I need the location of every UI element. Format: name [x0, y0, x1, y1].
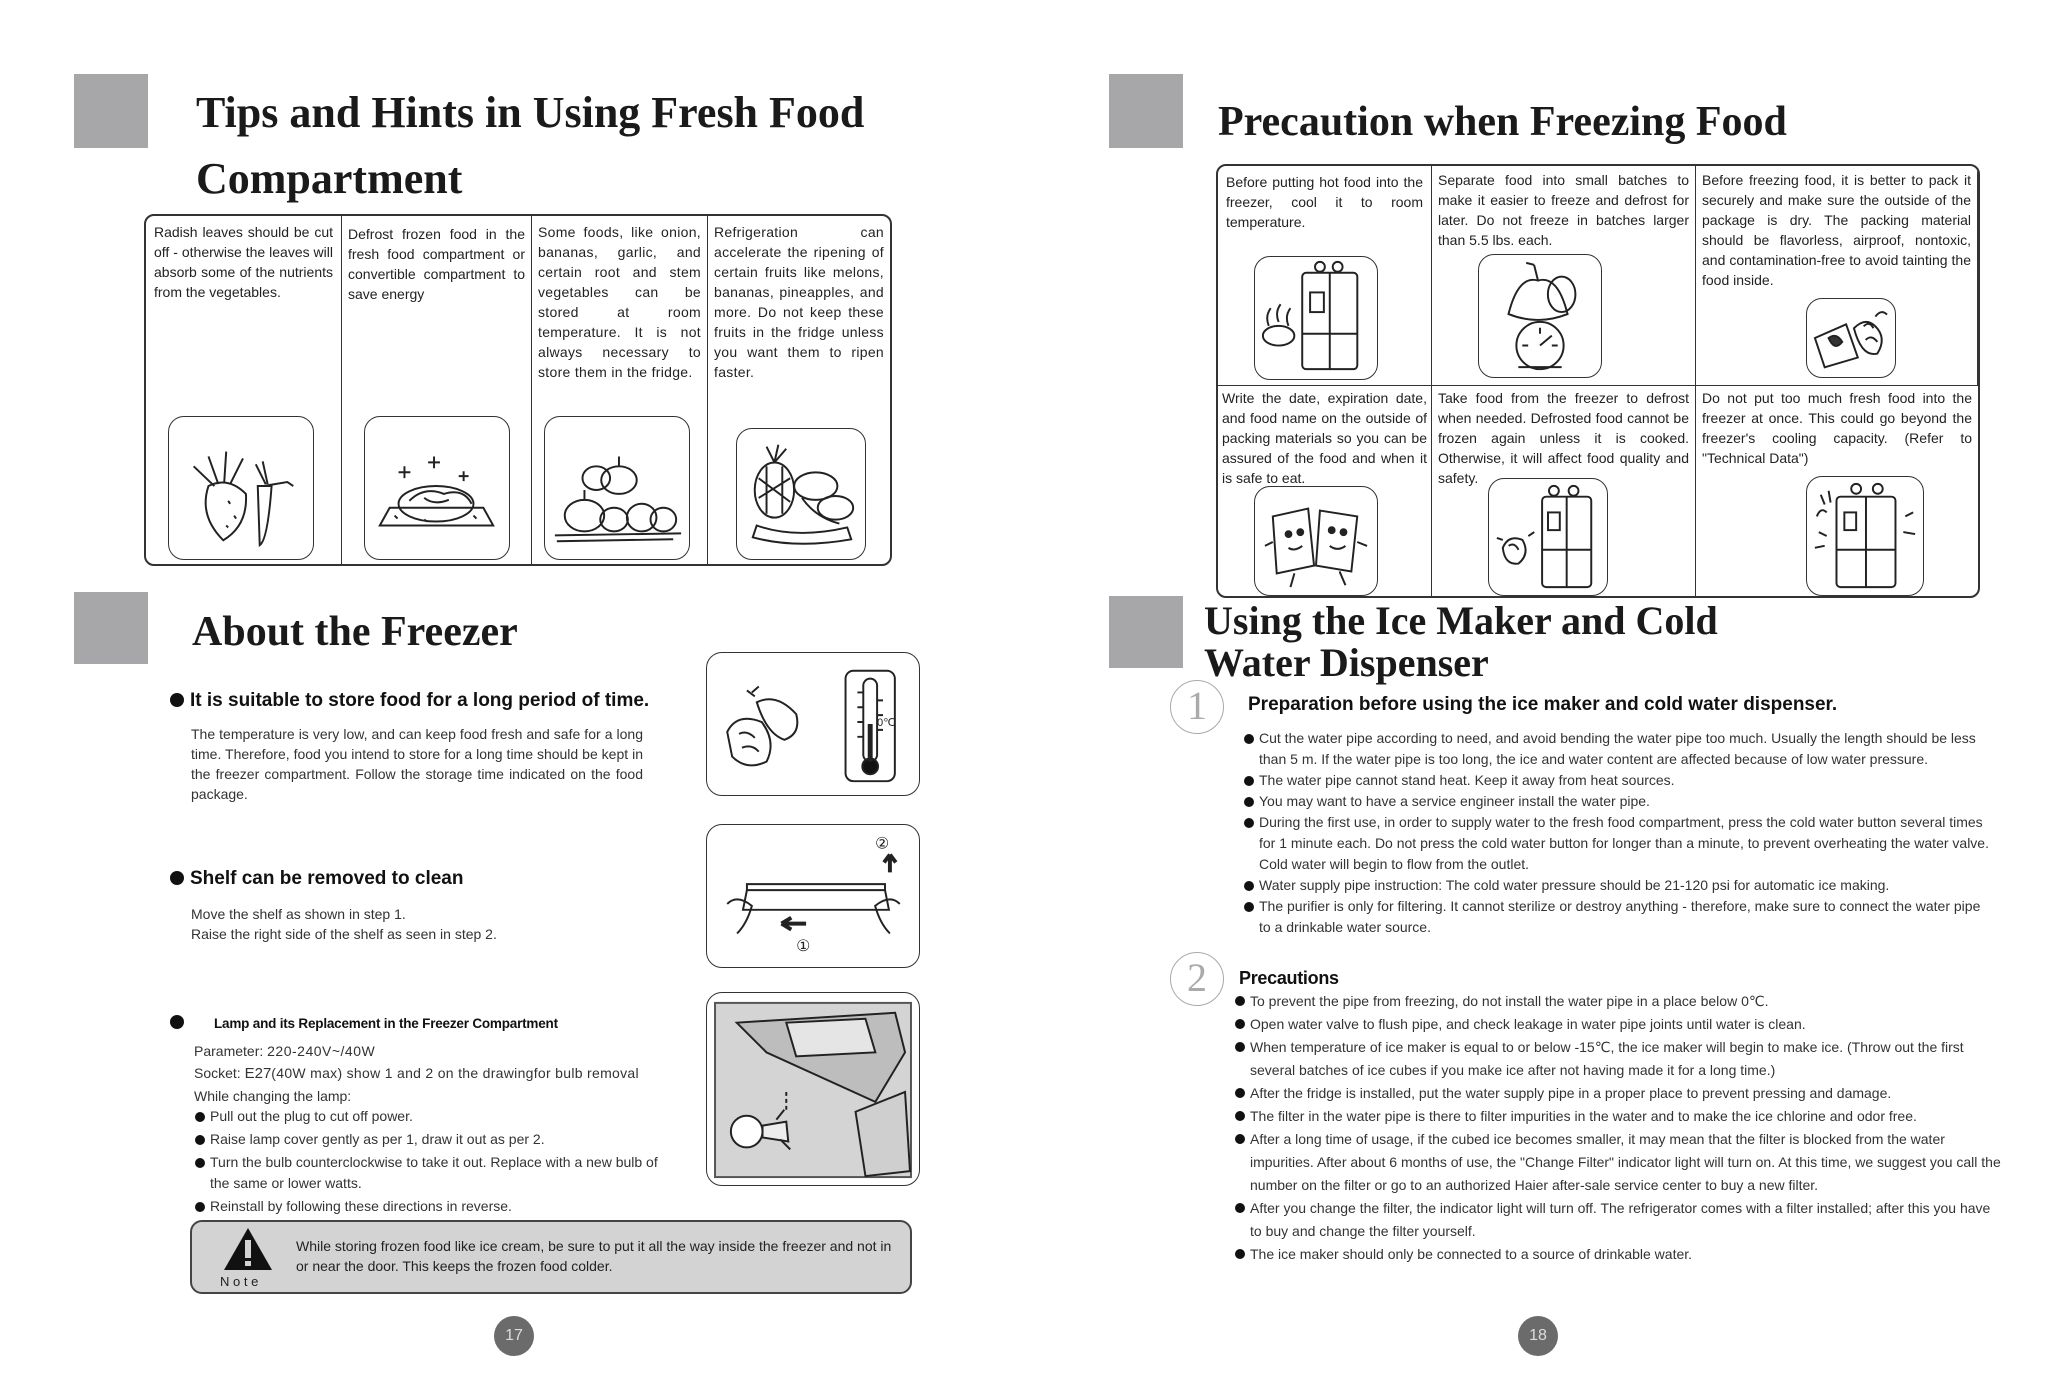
bullet-dot [170, 871, 184, 885]
tips-cell [342, 216, 532, 564]
precaution-item: After a long time of usage, if the cubed ice becomes smaller, it may mean that the filter is blocked from the water impurities. After about 6 months of use, the "Change Filter" indicator light will turn on. At this time, we suggest you call the number on the filter or go to an authorized Haier after-sale service center to buy a new filter. [1235, 1128, 2005, 1197]
defrost-food-icon [364, 416, 510, 560]
precaution-item: After the fridge is installed, put the water supply pipe in a proper place to prevent pressing and damage. [1235, 1082, 2005, 1105]
precaution-item: Open water valve to flush pipe, and check leakage in water pipe joints until water is clean. [1235, 1013, 2005, 1036]
fridge-refreeze-icon [1488, 478, 1608, 596]
precaution-cell-text: Separate food into small batches to make it easier to freeze and defrost for later. Do not freeze in batches larger than 5.5 lbs. each. [1438, 172, 1689, 248]
tips-cell [708, 216, 890, 564]
shelf-removal-icon [706, 824, 920, 968]
precaution-item: To prevent the pipe from freezing, do not install the water pipe in a place below 0℃. [1235, 990, 2005, 1013]
note-text: While storing frozen food like ice cream, be sure to put it all the way inside the freezer and not in or near the door. This keeps the frozen food colder. [296, 1238, 892, 1274]
changing-lamp-label: While changing the lamp: [194, 1088, 352, 1104]
param-value: 220-240V~/40W [267, 1043, 376, 1059]
socket-text: (40W max) show 1 and 2 on the drawingfor bulb removal [271, 1065, 639, 1081]
note-box [190, 1220, 912, 1294]
prep-item: You may want to have a service engineer install the water pipe. [1244, 791, 1994, 812]
section-marker-square [74, 592, 148, 664]
step-1-label: ① [796, 936, 811, 956]
precaution-cell-text: Do not put too much fresh food into the freezer at once. This could go beyond the freezer's cooling capacity. (Refer to "Technical Data") [1702, 390, 1972, 466]
tips-cell [532, 216, 708, 564]
precaution-cell-text: Before freezing food, it is better to pack it securely and make sure the outside of the package is dry. The packing material should be flavorless, airproof, nontoxic, and contamination-free to avoid tainting the food inside. [1702, 172, 1971, 288]
thermometer-label: 0℃ [877, 716, 896, 729]
param-label: Parameter: [194, 1043, 268, 1059]
tips-cell-text: Some foods, like onion, bananas, garlic, and certain root and stem vegetables can be stored at room temperature. It is not always necessary to store them in the fridge. [538, 224, 701, 380]
precautions-heading: Precautions [1239, 968, 1339, 988]
lamp-step: Raise lamp cover gently as per 1, draw it out as per 2. [195, 1129, 675, 1150]
warning-icon [222, 1226, 274, 1272]
precaution-item: When temperature of ice maker is equal to or below -15℃, the ice maker will begin to make ice. (Throw out the first several batches of ice cubes if you make ice after not having made it for a long time.) [1235, 1036, 2005, 1082]
labeled-packages-icon [1254, 486, 1378, 596]
shelf-heading [170, 868, 463, 890]
step-number-2: 2 [1170, 952, 1224, 1006]
lamp-step: Reinstall by following these directions in reverse. [195, 1196, 675, 1217]
lamp-heading-text: Lamp and its Replacement in the Freezer Compartment [214, 1016, 558, 1031]
prep-item: Cut the water pipe according to need, and avoid bending the water pipe too much. Usually the length should be less than 5 m. If the water pipe is too long, the ice and water content are affected because of low water pressure. [1244, 728, 1994, 770]
lamp-info [194, 1040, 714, 1107]
page-18 [1024, 0, 2048, 1389]
prep-item: Water supply pipe instruction: The cold water pressure should be 21-120 psi for automatic ice making. [1244, 875, 1994, 896]
precaution-cell [1696, 386, 1978, 596]
precaution-table [1216, 164, 1980, 598]
page-number: 17 [494, 1316, 534, 1356]
section-marker-square [74, 74, 148, 148]
lamp-step: Turn the bulb counterclockwise to take it out. Replace with a new bulb of the same or lower watts. [195, 1152, 675, 1194]
hot-food-fridge-icon [1254, 256, 1378, 380]
precaution-item: The ice maker should only be connected to a source of drinkable water. [1235, 1243, 2005, 1266]
suitable-heading-text: It is suitable to store food for a long period of time. [190, 690, 650, 711]
bullet-dot [170, 1015, 184, 1029]
tips-cell [146, 216, 342, 564]
precaution-item: The filter in the water pipe is there to filter impurities in the water and to make the ice chlorine and odor free. [1235, 1105, 2005, 1128]
lamp-step: Pull out the plug to cut off power. [195, 1106, 675, 1127]
packed-food-icon [1806, 298, 1896, 378]
precaution-title: Precaution when Freezing Food [1218, 99, 1787, 145]
step-number-1: 1 [1170, 680, 1224, 734]
precaution-cell-text: Write the date, expiration date, and food name on the outside of packing materials so you can be assured of the food and when it is safe to eat. [1222, 390, 1427, 486]
precaution-item: After you change the filter, the indicator light will turn off. The refrigerator comes with a filter installed; after this you have to buy and change the filter yourself. [1235, 1197, 2005, 1243]
precaution-cell [1218, 386, 1432, 596]
precaution-cell [1432, 386, 1696, 596]
lamp-replacement-icon [706, 992, 920, 1186]
overloaded-fridge-icon [1806, 476, 1924, 596]
precaution-cell-text: Before putting hot food into the freezer, cool it to room temperature. [1226, 174, 1423, 230]
tips-title-line2: Compartment [196, 154, 463, 203]
fruit-basket-icon [736, 428, 866, 560]
bullet-dot [170, 693, 184, 707]
section-marker-square [1109, 596, 1183, 668]
prep-heading: Preparation before using the ice maker and cold water dispenser. [1248, 694, 1838, 715]
socket-e27: E27 [244, 1065, 272, 1082]
onions-garlic-icon [544, 416, 690, 560]
shelf-step-2: Raise the right side of the shelf as seen in step 2. [191, 926, 497, 942]
ice-title [1204, 600, 1718, 684]
prep-item: During the first use, in order to supply water to the fresh food compartment, press the cold water button several times for 1 minute each. Do not press the cold water button for longer than a minute, to prevent overheating the water valve. Cold water will begin to flow from the outlet. [1244, 812, 1994, 875]
frozen-meat-thermometer-icon [706, 652, 920, 796]
socket-label: Socket: [194, 1065, 245, 1081]
prep-list [1244, 728, 1994, 938]
suitable-text: The temperature is very low, and can keep food fresh and safe for a long time. Therefore, food you intend to store for a long time should be kept in the freezer compartment. Follow the storage time indicated on the food package. [191, 726, 643, 802]
tips-cell-text: Defrost frozen food in the fresh food compartment or convertible compartment to save energy [348, 226, 525, 302]
precaution-cell [1696, 166, 1978, 386]
precaution-cell [1218, 166, 1432, 386]
tips-table [144, 214, 892, 566]
tips-title [196, 80, 864, 212]
shelf-heading-text: Shelf can be removed to clean [190, 868, 464, 889]
shelf-step-1: Move the shelf as shown in step 1. [191, 906, 406, 922]
prep-item: The water pipe cannot stand heat. Keep it away from heat sources. [1244, 770, 1994, 791]
prep-item: The purifier is only for filtering. It cannot sterilize or destroy anything - therefore, make sure to connect the water pipe to a drinkable water source. [1244, 896, 1994, 938]
note-label: N o t e [220, 1274, 259, 1289]
freezer-title: About the Freezer [192, 609, 518, 655]
precaution-cell [1432, 166, 1696, 386]
page-number: 18 [1518, 1316, 1558, 1356]
food-scale-icon [1478, 254, 1602, 378]
lamp-heading [170, 1015, 558, 1033]
suitable-heading [170, 690, 649, 712]
ice-title-line2: Water Dispenser [1204, 640, 1489, 685]
shelf-steps [191, 904, 497, 944]
precautions-list [1235, 990, 2005, 1266]
tips-cell-text: Refrigeration can accelerate the ripening of certain fruits like melons, bananas, pineapples, and more. Do not keep these fruits in the fridge unless you want them to ripen faster. [714, 224, 884, 380]
tips-title-line1: Tips and Hints in Using Fresh Food [196, 88, 865, 137]
section-marker-square [1109, 74, 1183, 148]
precaution-cell-text: Take food from the freezer to defrost when needed. Defrosted food cannot be frozen again unless it is cooked. Otherwise, it will affect food quality and safety. [1438, 390, 1689, 486]
step-2-label: ② [875, 833, 890, 853]
radish-icon [168, 416, 314, 560]
ice-title-line1: Using the Ice Maker and Cold [1204, 598, 1718, 643]
lamp-steps-list [195, 1106, 675, 1217]
tips-cell-text: Radish leaves should be cut off - otherwise the leaves will absorb some of the nutrients from the vegetables. [154, 224, 333, 300]
